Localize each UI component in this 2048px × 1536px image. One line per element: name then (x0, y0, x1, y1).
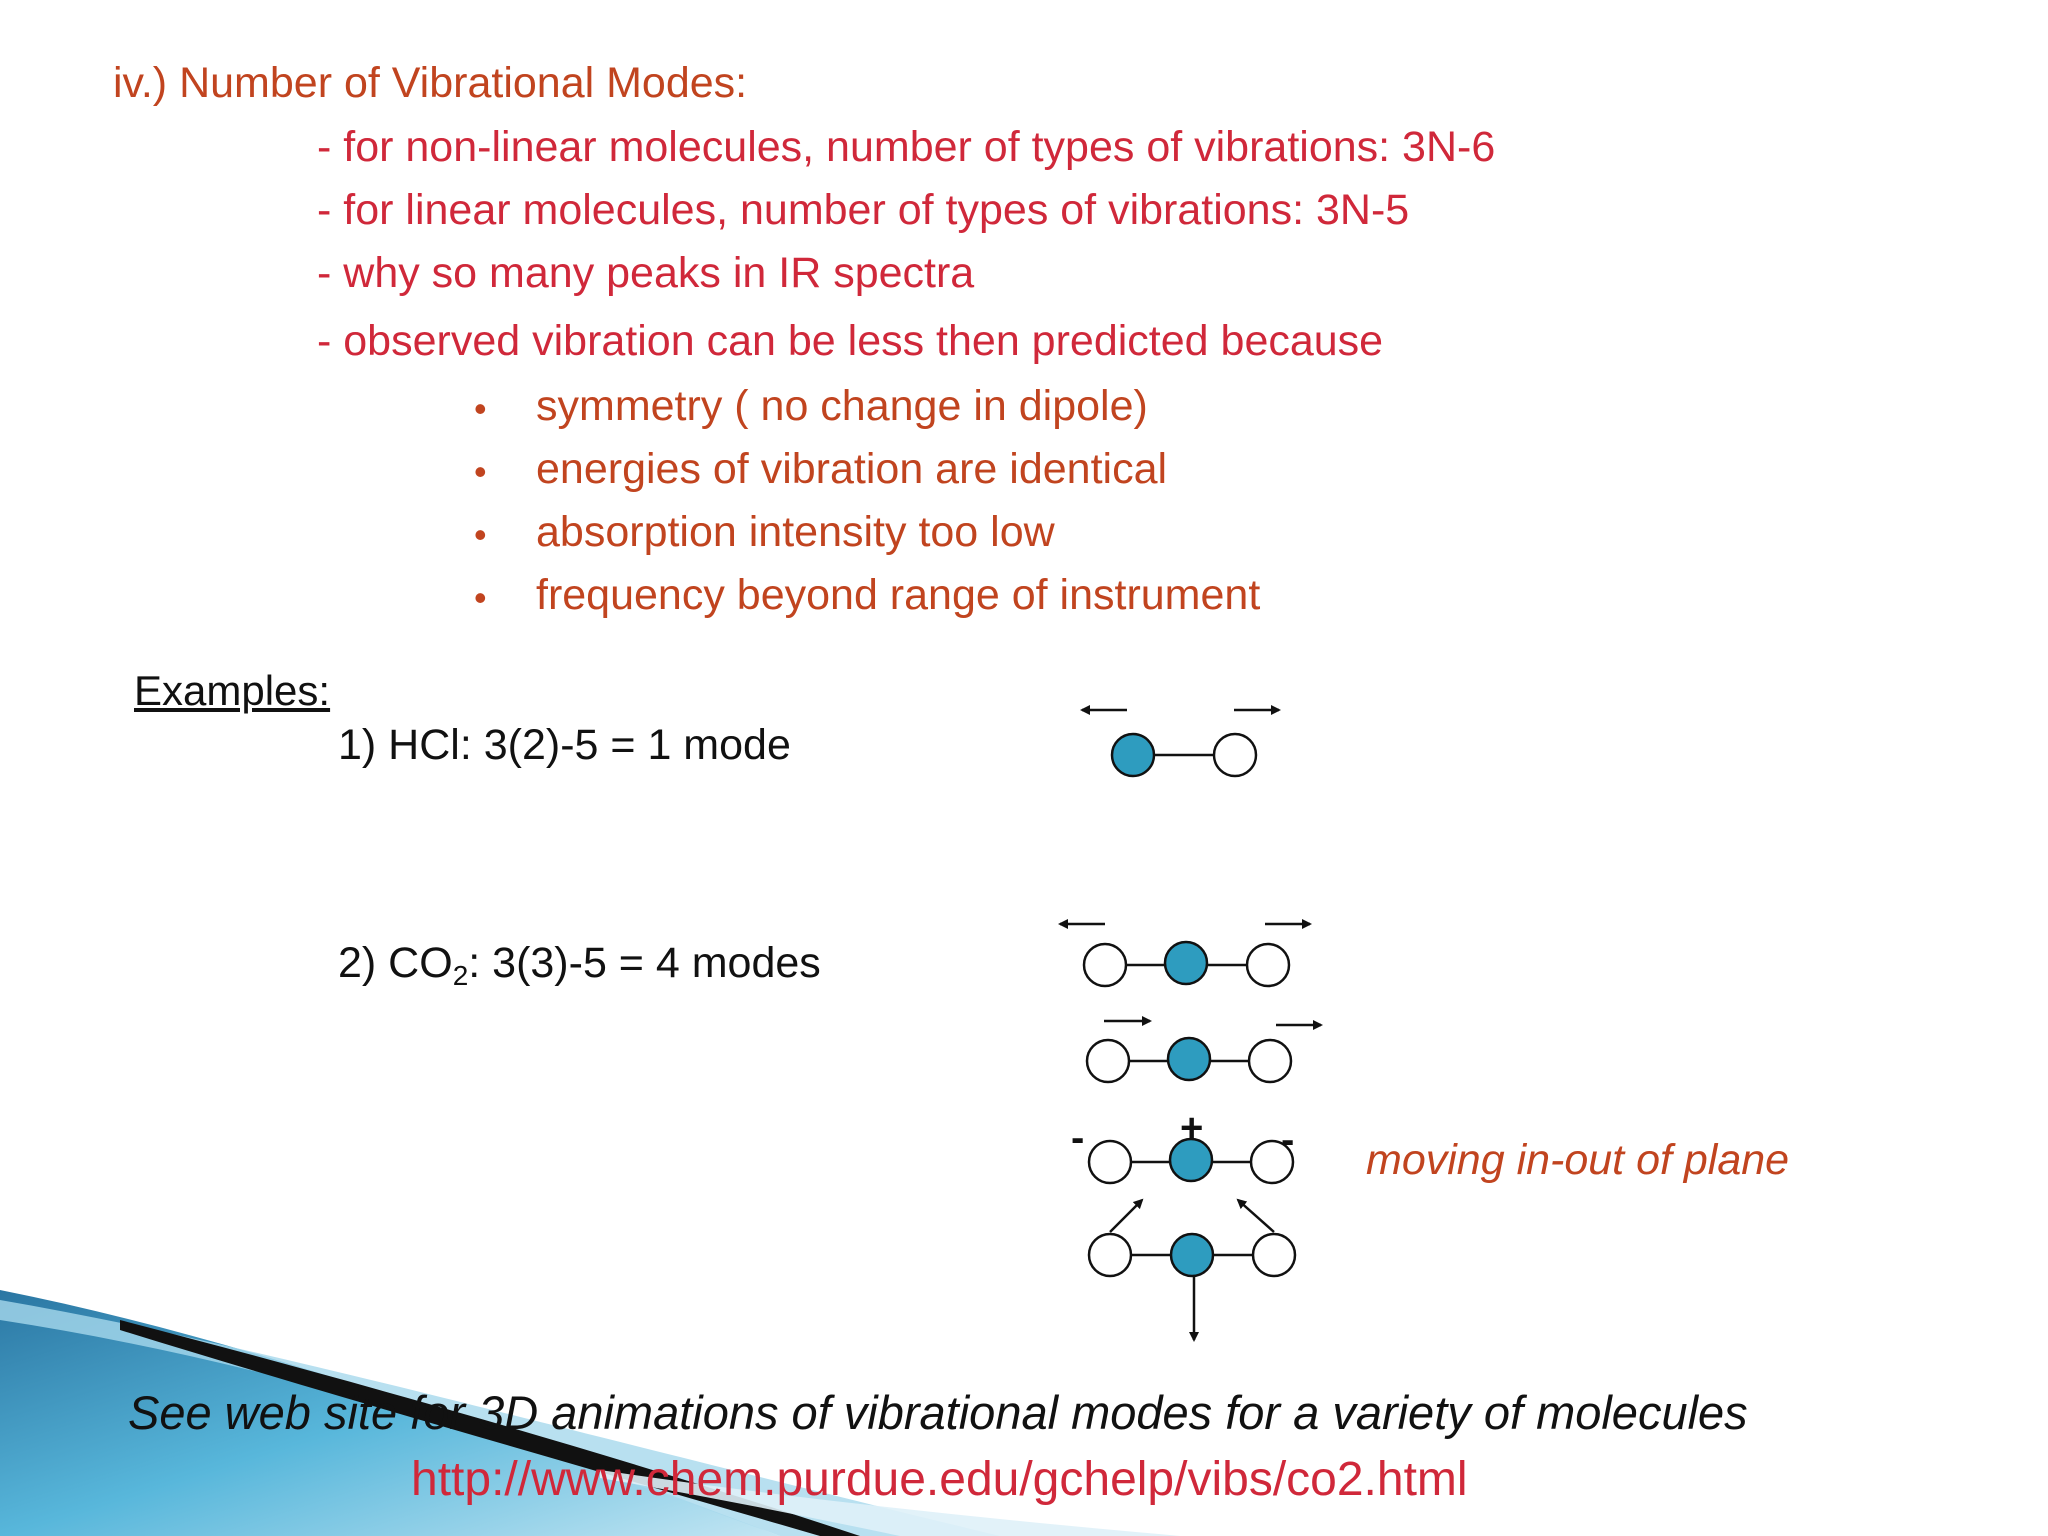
minus-sign-left: - (1071, 1116, 1085, 1160)
reason-low-intensity: absorption intensity too low (536, 508, 1055, 556)
co2-suffix: : 3(3)-5 = 4 modes (468, 939, 821, 987)
reason-identical-energies: energies of vibration are identical (536, 445, 1168, 493)
point-peaks: - why so many peaks in IR spectra (317, 249, 975, 297)
plane-note: moving in-out of plane (1366, 1136, 1790, 1184)
point-nonlinear: - for non-linear molecules, number of types of vibrations: 3N-6 (317, 123, 1496, 171)
bullet-dot: • (474, 514, 487, 555)
reason-symmetry: symmetry ( no change in dipole) (536, 382, 1148, 430)
example-hcl: 1) HCl: 3(2)-5 = 1 mode (338, 721, 791, 769)
footer-text: See web site for 3D animations of vibrational modes for a variety of molecules (128, 1386, 1748, 1439)
plus-sign: + (1180, 1106, 1204, 1150)
purdue-link[interactable]: http://www.chem.purdue.edu/gchelp/vibs/co2.html (411, 1453, 1468, 1506)
bullet-dot: • (474, 388, 487, 429)
bullet-dot: • (474, 451, 487, 492)
bullet-dot: • (474, 577, 487, 618)
co2-asymmetric-stretch (1087, 1021, 1321, 1082)
point-observed: - observed vibration can be less then predicted because (317, 317, 1384, 365)
co2-prefix: 2) CO (338, 939, 453, 987)
co2-subscript: 2 (452, 960, 469, 991)
hcl-molecule (1082, 710, 1279, 776)
point-linear: - for linear molecules, number of types of vibrations: 3N-5 (317, 186, 1410, 234)
co2-in-plane-bend (1089, 1200, 1295, 1340)
examples-label: Examples: (134, 667, 331, 714)
minus-sign-right: - (1281, 1118, 1295, 1162)
reason-frequency-range: frequency beyond range of instrument (536, 571, 1261, 619)
co2-symmetric-stretch (1060, 924, 1310, 986)
slide-heading: iv.) Number of Vibrational Modes: (113, 59, 748, 107)
